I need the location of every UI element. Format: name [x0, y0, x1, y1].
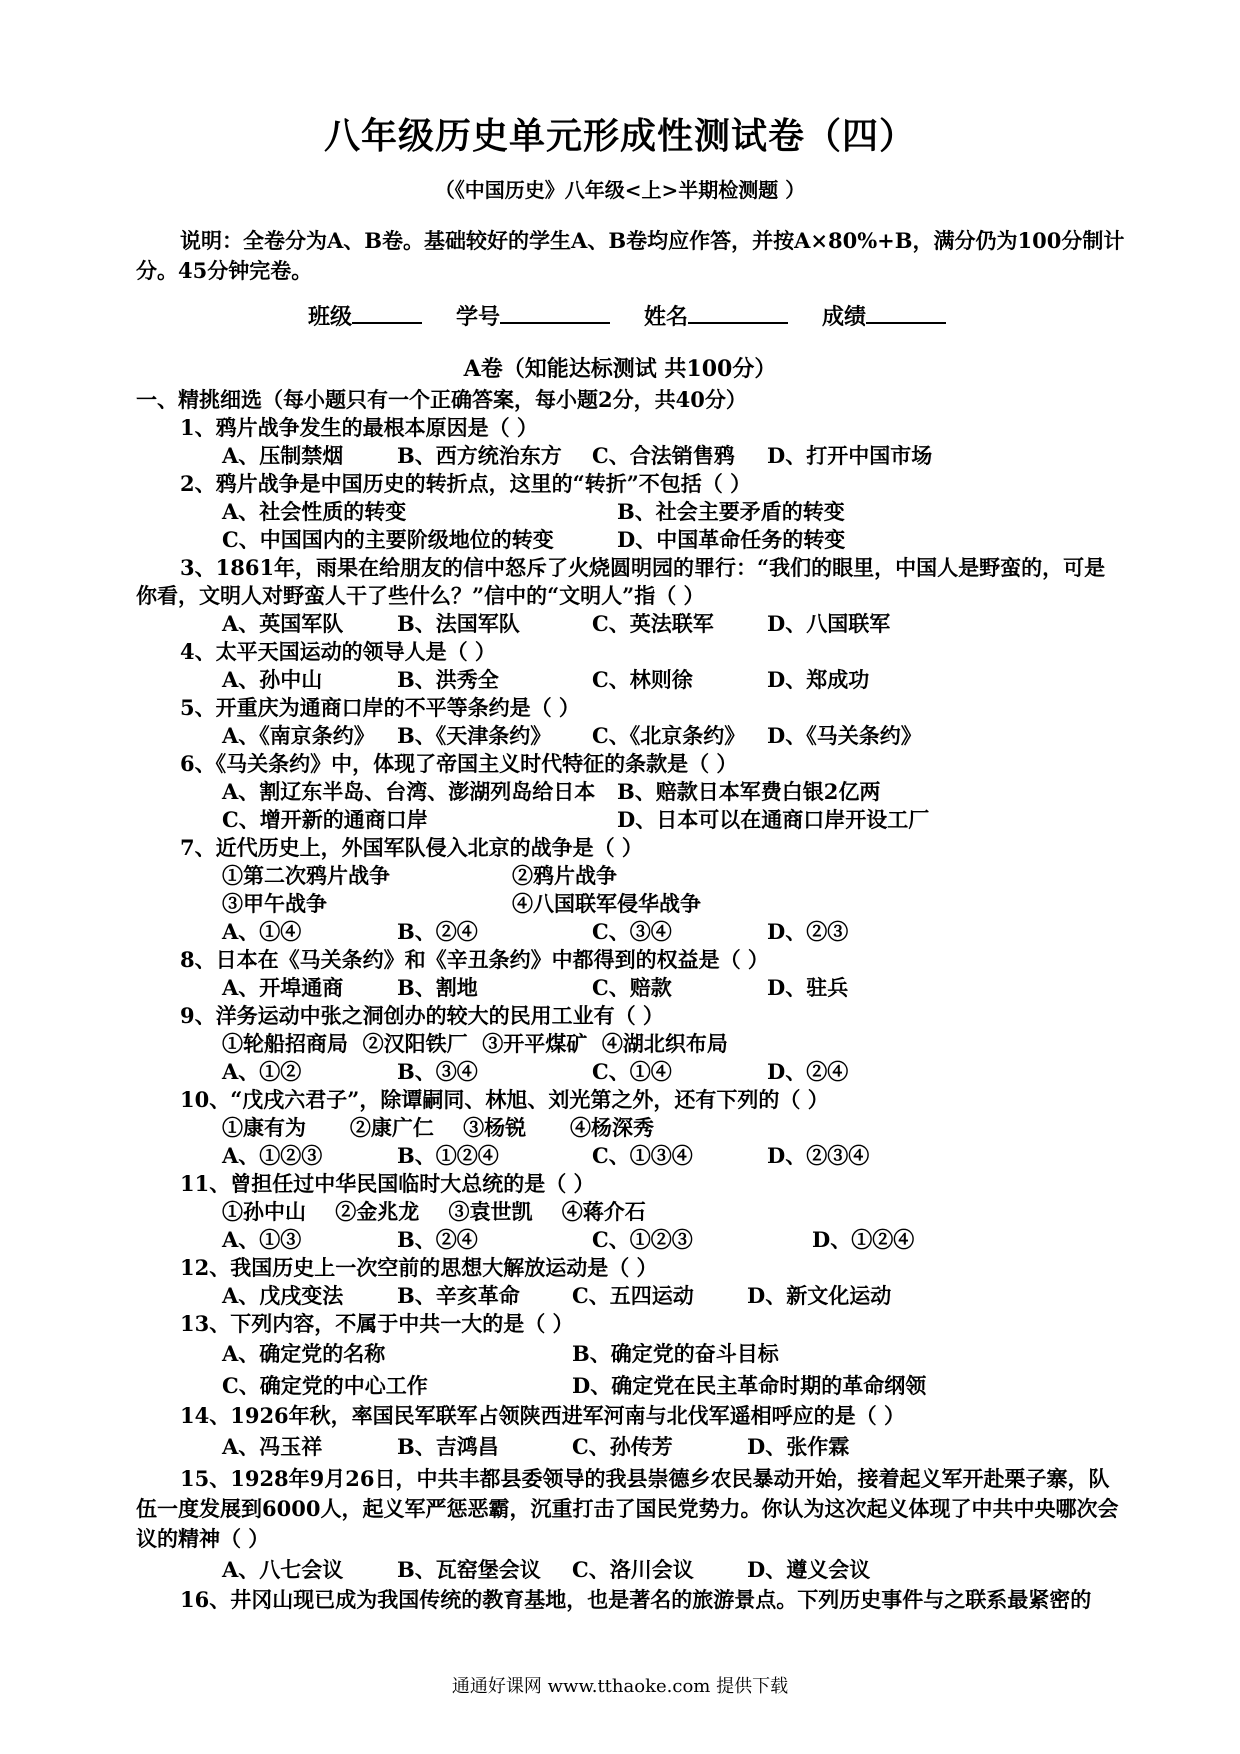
question-stem: 13、下列内容，不属于中共一大的是（ ）	[180, 1311, 574, 1336]
option-c: C、林则徐	[592, 667, 693, 692]
question-options	[136, 1058, 1126, 1086]
option-b: B、法国军队	[397, 611, 520, 636]
name-label: 姓名	[644, 304, 689, 330]
question-options	[136, 498, 1126, 526]
question-options	[136, 1142, 1126, 1170]
question-stem: 7、近代历史上，外国军队侵入北京的战争是（ ）	[180, 835, 643, 860]
option-b: B、②④	[397, 1227, 478, 1252]
option-b: B、瓦窑堡会议	[397, 1557, 541, 1582]
question-stem: 2、鸦片战争是中国历史的转折点，这里的“转折”不包括（ ）	[180, 471, 752, 496]
option-a: A、冯玉祥	[222, 1434, 323, 1459]
question-options	[136, 1370, 1126, 1402]
item-2: ②鸦片战争	[512, 863, 617, 888]
option-c: C、中国国内的主要阶级地位的转变	[222, 527, 554, 552]
option-a: A、①④	[222, 919, 302, 944]
option-c: C、五四运动	[572, 1283, 694, 1308]
option-c: C、洛川会议	[572, 1557, 694, 1582]
option-d: D、打开中国市场	[767, 443, 933, 468]
question-options	[136, 722, 1126, 750]
option-b: B、①②④	[397, 1143, 499, 1168]
option-a: A、八七会议	[222, 1557, 344, 1582]
name-field[interactable]	[644, 300, 788, 331]
option-d: D、遵义会议	[747, 1557, 871, 1582]
option-d: D、驻兵	[767, 975, 849, 1000]
option-a: A、①②③	[222, 1143, 323, 1168]
question-stem: 12、我国历史上一次空前的思想大解放运动是（ ）	[180, 1255, 658, 1280]
question-items: ①康有为 ②康广仁 ③杨锐 ④杨深秀	[222, 1115, 654, 1140]
option-b: B、赔款日本军费白银2亿两	[617, 779, 881, 804]
question-options	[136, 1226, 1126, 1254]
question-options	[136, 1338, 1126, 1370]
exam-instructions: 说明：全卷分为A、B卷。基础较好的学生A、B卷均应作答，并按A×80%+B，满分仍为100分制计分。45分钟完卷。	[136, 228, 1125, 283]
question-stem: 6、《马关条约》中，体现了帝国主义时代特征的条款是（ ）	[180, 751, 738, 776]
question-stem: 11、曾担任过中华民国临时大总统的是（ ）	[180, 1171, 595, 1196]
question-items	[136, 862, 1126, 890]
question-options	[136, 1282, 1126, 1310]
option-a: A、《南京条约》	[222, 723, 375, 748]
question-stem: 9、洋务运动中张之洞创办的较大的民用工业有（ ）	[180, 1003, 664, 1028]
option-c: C、增开新的通商口岸	[222, 807, 428, 832]
option-a: A、英国军队	[222, 611, 344, 636]
score-label: 成绩	[822, 304, 867, 330]
number-label: 学号	[456, 304, 501, 330]
option-d: D、《马关条约》	[767, 723, 922, 748]
option-c: C、③④	[592, 919, 672, 944]
option-a: A、割辽东半岛、台湾、澎湖列岛给日本	[222, 779, 596, 804]
option-c: C、①③④	[592, 1143, 693, 1168]
option-a: A、确定党的名称	[222, 1341, 386, 1366]
option-a: A、戊戌变法	[222, 1283, 344, 1308]
class-field[interactable]	[308, 300, 422, 331]
option-d: D、②③④	[767, 1143, 870, 1168]
question-stem: 10、“戊戌六君子”，除谭嗣同、林旭、刘光第之外，还有下列的（ ）	[180, 1087, 829, 1112]
option-d: D、八国联军	[767, 611, 891, 636]
option-a: A、①③	[222, 1227, 302, 1252]
option-d: D、①②④	[812, 1227, 915, 1252]
option-b: B、西方统治东方	[397, 443, 562, 468]
option-b: B、社会主要矛盾的转变	[617, 499, 845, 524]
question-options	[136, 1430, 1126, 1464]
question-options	[136, 918, 1126, 946]
question-stem: 15、1928年9月26日，中共丰都县委领导的我县崇德乡农民暴动开始，接着起义军开赴栗子寨，队伍一度发展到6000人，起义军严惩恶霸，沉重打击了国民党势力。你认为这次起义体现了中共中央哪次会议的精神（ ）	[136, 1466, 1119, 1551]
option-b: B、割地	[397, 975, 478, 1000]
question-stem: 4、太平天国运动的领导人是（ ）	[180, 639, 496, 664]
question-options	[136, 1554, 1126, 1586]
option-b: B、②④	[397, 919, 478, 944]
option-b: B、③④	[397, 1059, 478, 1084]
class-label: 班级	[308, 304, 353, 330]
option-c: C、①④	[592, 1059, 672, 1084]
question-stem: 14、1926年秋，率国民军联军占领陕西进军河南与北伐军遥相呼应的是（ ）	[180, 1403, 905, 1428]
question-items: ①孙中山 ②金兆龙 ③袁世凯 ④蒋介石	[222, 1199, 646, 1224]
question-options	[136, 666, 1126, 694]
student-info-fields	[308, 300, 946, 331]
question-options	[136, 806, 1126, 834]
option-d: D、②③	[767, 919, 849, 944]
option-c: C、合法销售鸦	[592, 443, 735, 468]
question-stem: 8、日本在《马关条约》和《辛丑条约》中都得到的权益是（ ）	[180, 947, 769, 972]
exam-subtitle: （《中国历史》八年级<上>半期检测题 ）	[434, 178, 806, 202]
question-options	[136, 526, 1126, 554]
question-list	[136, 414, 1126, 1614]
option-d: D、②④	[767, 1059, 849, 1084]
option-a: A、开埠通商	[222, 975, 344, 1000]
question-options	[136, 974, 1126, 1002]
option-c: C、确定党的中心工作	[222, 1373, 428, 1398]
question-items: ①轮船招商局 ②汉阳铁厂 ③开平煤矿 ④湖北织布局	[222, 1031, 728, 1056]
option-b: B、洪秀全	[397, 667, 499, 692]
option-b: B、《天津条约》	[397, 723, 552, 748]
option-c: C、孙传芳	[572, 1434, 673, 1459]
item-1: ①第二次鸦片战争	[222, 863, 390, 888]
option-a: A、孙中山	[222, 667, 323, 692]
option-d: D、张作霖	[747, 1434, 850, 1459]
option-d: D、新文化运动	[747, 1283, 892, 1308]
question-options	[136, 442, 1126, 470]
item-4: ④八国联军侵华战争	[512, 891, 701, 916]
option-a: A、①②	[222, 1059, 302, 1084]
exam-title: 八年级历史单元形成性测试卷（四）	[323, 115, 916, 157]
item-3: ③甲午战争	[222, 891, 327, 916]
option-c: C、《北京条约》	[592, 723, 746, 748]
option-c: C、英法联军	[592, 611, 714, 636]
score-field[interactable]	[822, 300, 946, 331]
question-stem: 16、井冈山现已成为我国传统的教育基地，也是著名的旅游景点。下列历史事件与之联系最紧密的	[180, 1587, 1092, 1612]
option-b: B、辛亥革命	[397, 1283, 520, 1308]
option-a: A、压制禁烟	[222, 443, 344, 468]
question-options	[136, 778, 1126, 806]
option-d: D、中国革命任务的转变	[617, 527, 846, 552]
option-b: B、确定党的奋斗目标	[572, 1341, 779, 1366]
number-field[interactable]	[456, 300, 610, 331]
question-options	[136, 610, 1126, 638]
question-items	[136, 890, 1126, 918]
option-d: D、日本可以在通商口岸开设工厂	[617, 807, 930, 832]
page-footer: 通通好课网 www.tthaoke.com 提供下载	[451, 1676, 789, 1697]
part-one-heading: 一、精挑细选（每小题只有一个正确答案，每小题2分，共40分）	[136, 387, 747, 412]
option-c: C、①②③	[592, 1227, 693, 1252]
option-c: C、赔款	[592, 975, 672, 1000]
question-stem: 5、开重庆为通商口岸的不平等条约是（ ）	[180, 695, 580, 720]
question-stem: 3、1861年，雨果在给朋友的信中怒斥了火烧圆明园的罪行：“我们的眼里，中国人是野蛮的，可是你看，文明人对野蛮人干了些什么？”信中的“文明人”指（ ）	[136, 555, 1106, 608]
option-a: A、社会性质的转变	[222, 499, 407, 524]
option-d: D、确定党在民主革命时期的革命纲领	[572, 1373, 927, 1398]
option-d: D、郑成功	[767, 667, 870, 692]
section-a-heading: A卷（知能达标测试 共100分）	[463, 356, 777, 382]
question-stem: 1、鸦片战争发生的最根本原因是（ ）	[180, 415, 538, 440]
option-b: B、吉鸿昌	[397, 1434, 499, 1459]
